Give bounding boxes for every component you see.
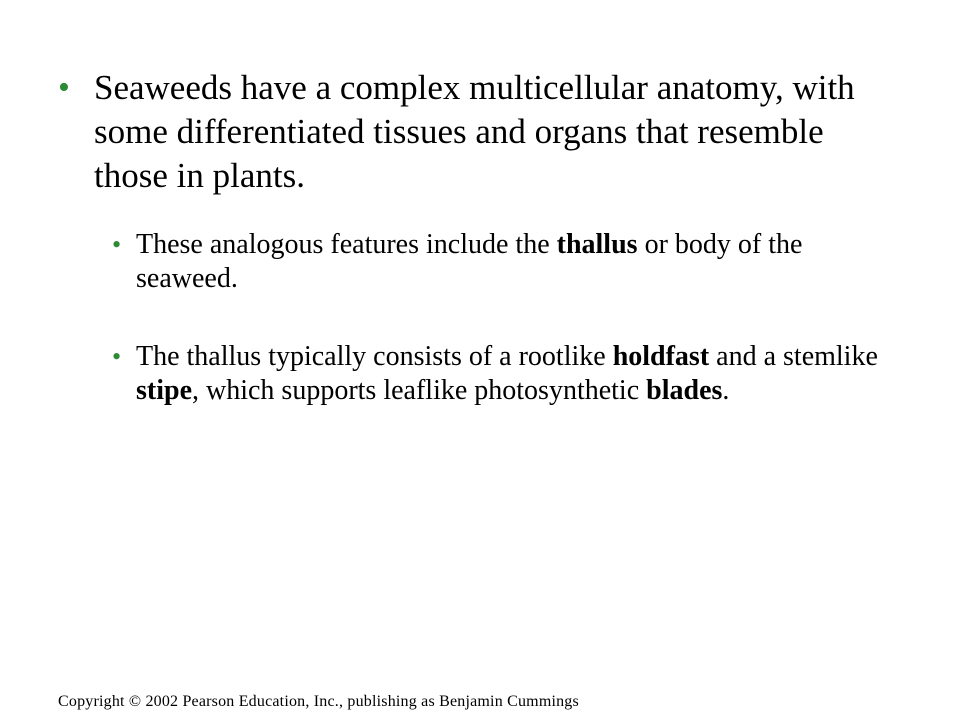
sub-bullet-text: [136, 340, 902, 408]
key-term-thallus: thallus: [556, 229, 638, 260]
key-term-holdfast: holdfast: [612, 341, 710, 372]
text-segment: or body of the seaweed.: [136, 229, 803, 294]
text-segment: and a stemlike: [709, 341, 878, 372]
text-segment: .: [722, 375, 730, 406]
main-bullet: [58, 66, 898, 198]
sub-bullet-thallus: [112, 228, 902, 296]
sub-bullet-row: [112, 228, 902, 296]
text-segment: These analogous features include the: [136, 229, 557, 260]
sub-bullet-row: [112, 340, 902, 408]
sub-bullet-holdfast: [112, 340, 902, 408]
main-bullet-row: [58, 66, 898, 198]
key-term-blades: blades: [646, 375, 723, 406]
text-segment: The thallus typically consists of a rootlike: [136, 341, 613, 372]
sub-bullet-text: [136, 228, 902, 296]
copyright-footer: Copyright © 2002 Pearson Education, Inc., publishing as Benjamin Cummings: [58, 693, 579, 710]
main-bullet-text: Seaweeds have a complex multicellular anatomy, with some differentiated tissues and organs that resemble those in plants.: [94, 68, 855, 195]
bullet-icon: •: [58, 69, 70, 106]
text-segment: , which supports leaflike photosynthetic: [192, 375, 647, 406]
key-term-stipe: stipe: [136, 375, 192, 406]
bullet-icon: •: [112, 342, 122, 371]
bullet-icon: •: [112, 230, 122, 259]
